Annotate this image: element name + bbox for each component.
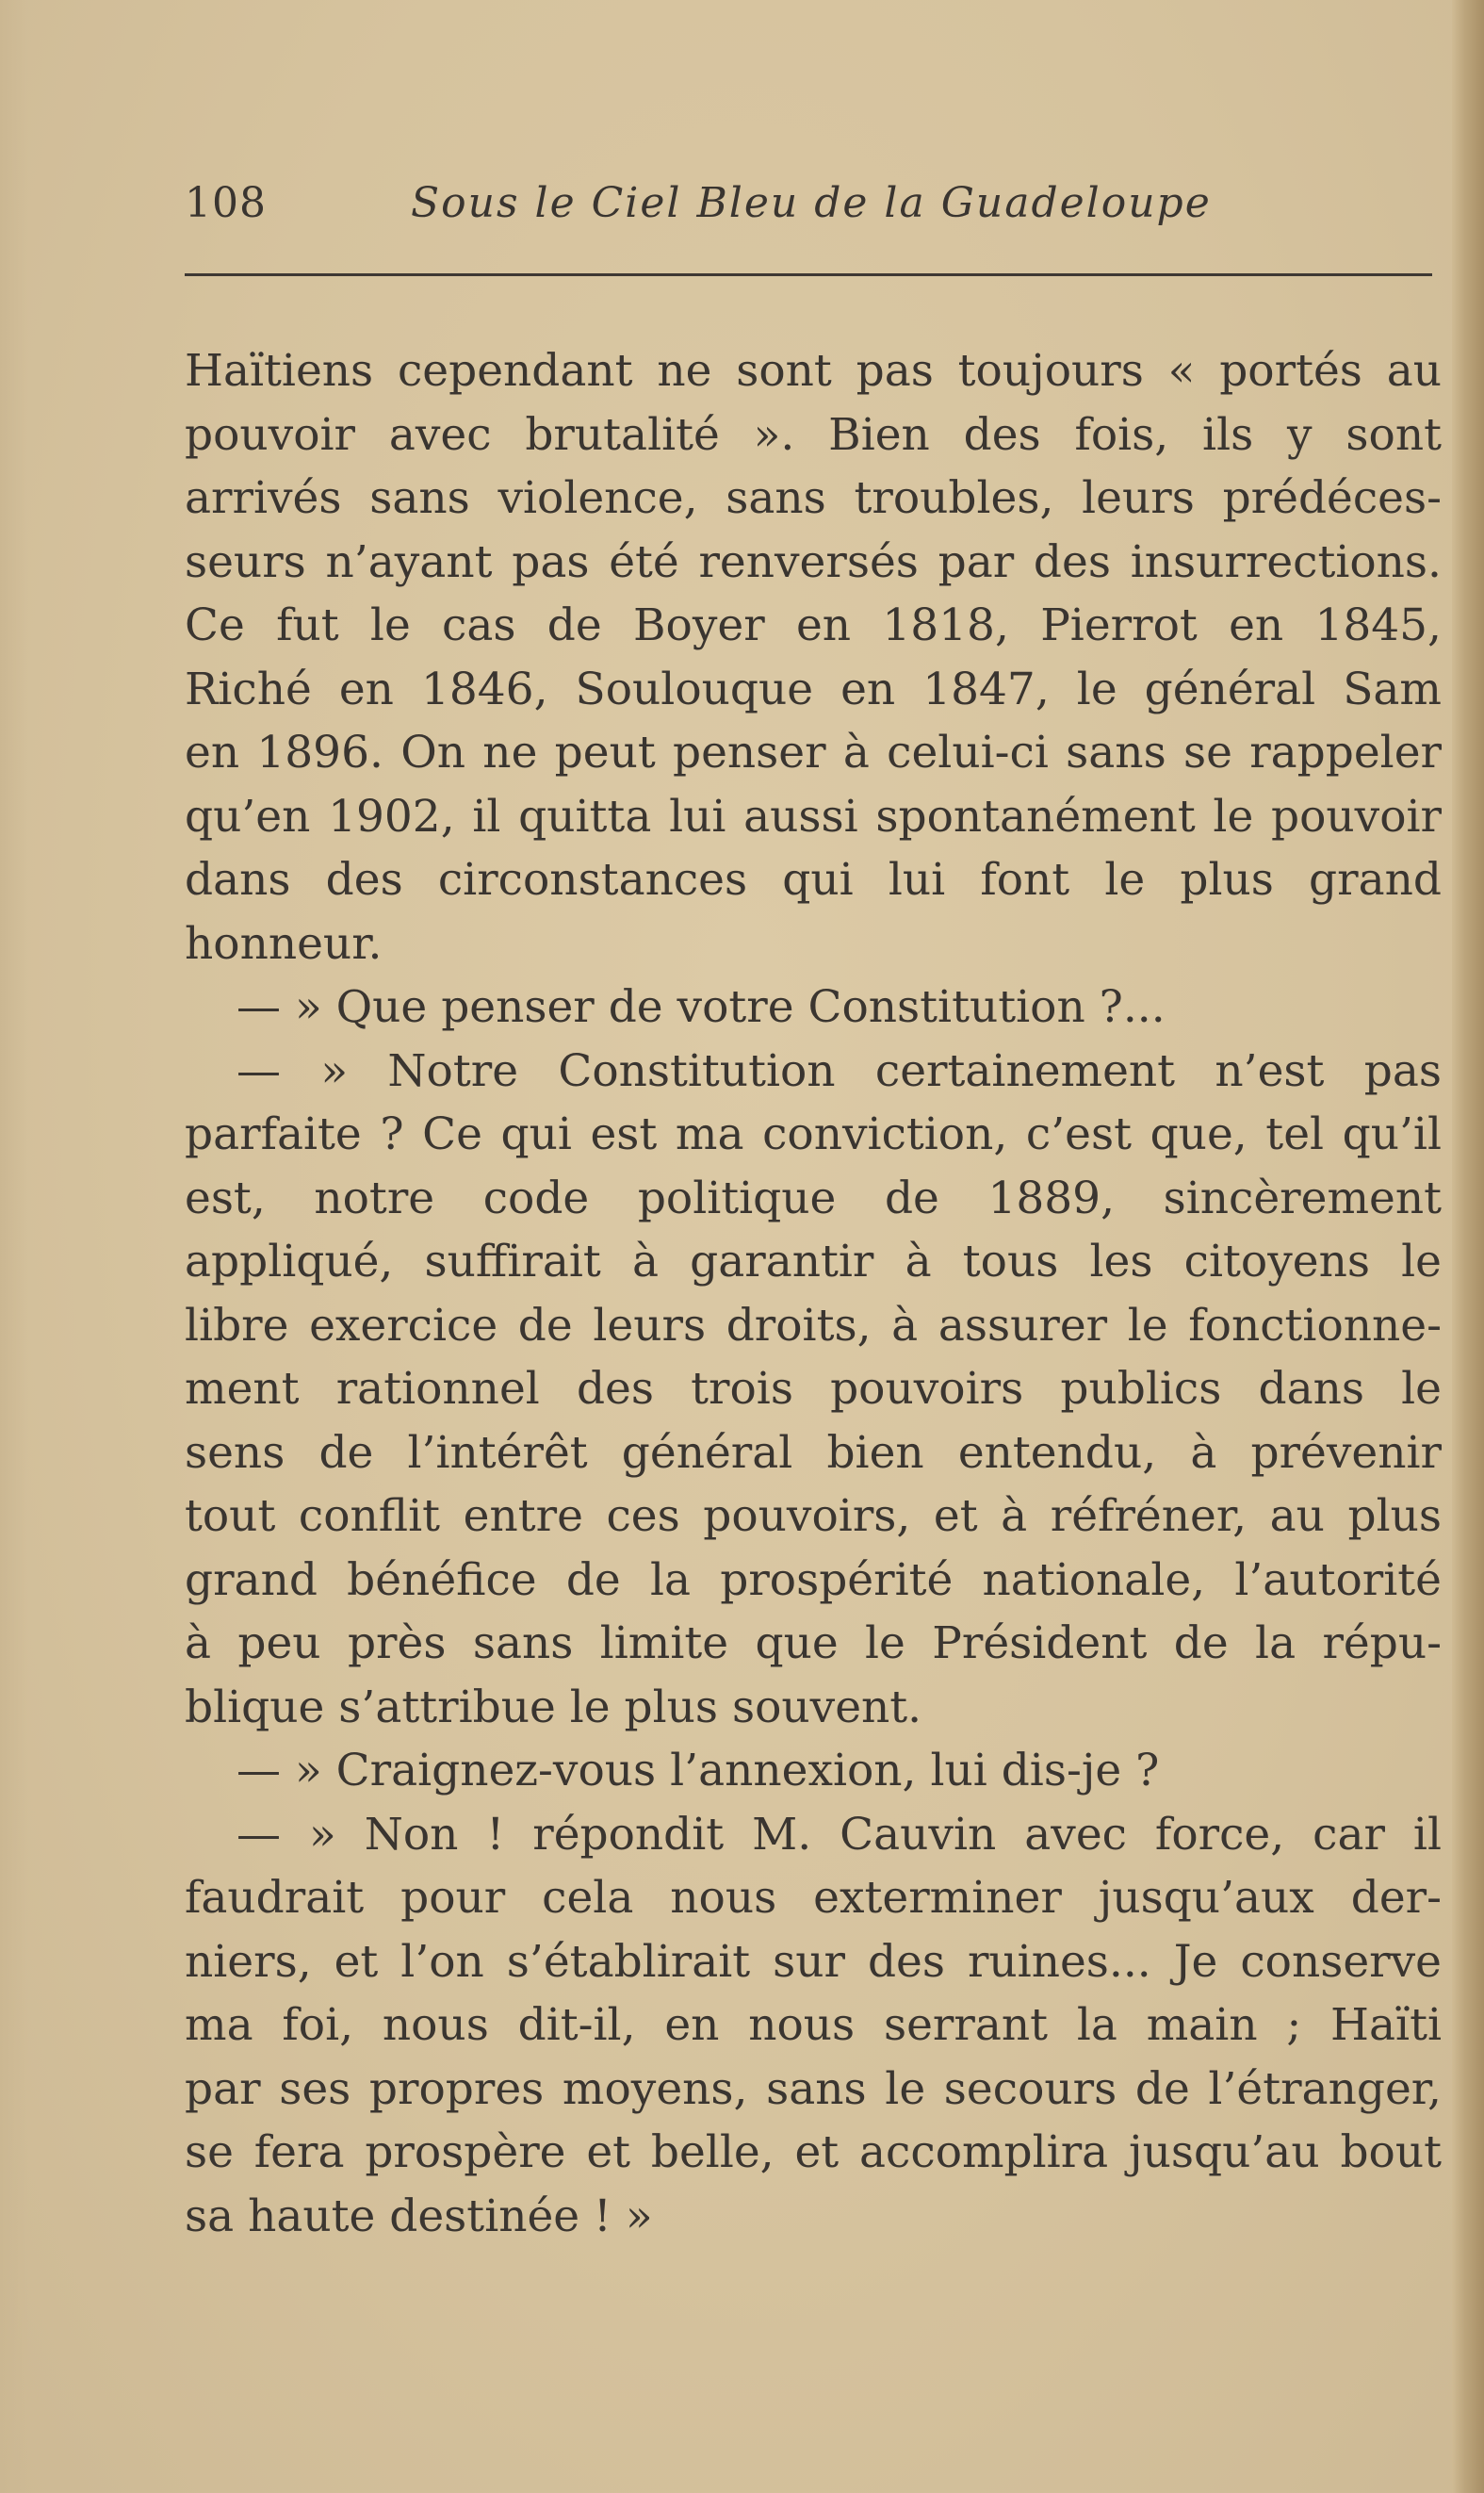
- text-line: pouvoir avec brutalité ». Bien des fois, ils y sont: [185, 408, 1442, 461]
- text-line: sa haute destinée ! »: [185, 2190, 653, 2242]
- text-line: sens de l’intérêt général bien entendu, à prévenir: [185, 1426, 1442, 1479]
- text-line: faudrait pour cela nous exterminer jusqu’aux der-: [185, 1872, 1442, 1924]
- text-line: Riché en 1846, Soulouque en 1847, le général Sam: [185, 663, 1442, 715]
- text-line: libre exercice de leurs droits, à assurer le fonctionne-: [185, 1299, 1442, 1352]
- text-line: en 1896. On ne peut penser à celui-ci sans se rappeler: [185, 727, 1442, 779]
- page-right-edge: [1452, 0, 1484, 2493]
- text-line: ment rationnel des trois pouvoirs publics dans le: [185, 1363, 1442, 1415]
- text-line: Ce fut le cas de Boyer en 1818, Pierrot en 1845,: [185, 599, 1442, 651]
- text-line: blique s’attribue le plus souvent.: [185, 1681, 922, 1733]
- page-number: 108: [185, 179, 267, 227]
- text-line: qu’en 1902, il quitta lui aussi spontanément le pouvoir: [185, 790, 1442, 843]
- text-line: dans des circonstances qui lui font le plus grand: [185, 854, 1442, 906]
- text-line: parfaite ? Ce qui est ma conviction, c’est que, tel qu’il: [185, 1108, 1442, 1160]
- text-line: arrivés sans violence, sans troubles, leurs prédéces-: [185, 472, 1442, 524]
- text-line: ma foi, nous dit-il, en nous serrant la main ; Haïti: [185, 1999, 1442, 2051]
- text-line: Haïtiens cependant ne sont pas toujours « portés au: [185, 345, 1442, 397]
- text-line: tout conflit entre ces pouvoirs, et à réfréner, au plus: [185, 1490, 1442, 1542]
- header-rule: [185, 273, 1432, 276]
- text-line: par ses propres moyens, sans le secours de l’étranger,: [185, 2062, 1442, 2115]
- page-header: [185, 179, 1438, 245]
- text-line: appliqué, suffirait à garantir à tous les citoyens le: [185, 1236, 1442, 1288]
- text-line: est, notre code politique de 1889, sincèrement: [185, 1172, 1442, 1224]
- text-line: grand bénéfice de la prospérité nationale, l’autorité: [185, 1553, 1442, 1606]
- text-line: à peu près sans limite que le Président de la répu-: [185, 1617, 1442, 1669]
- text-line: seurs n’ayant pas été renversés par des insurrections.: [185, 535, 1442, 588]
- dialogue-line: — » Non ! répondit M. Cauvin avec force, car il: [236, 1808, 1442, 1861]
- dialogue-line: — » Que penser de votre Constitution ?...: [236, 981, 1166, 1033]
- text-line: honneur.: [185, 917, 383, 970]
- text-line: se fera prospère et belle, et accomplira jusqu’au bout: [185, 2126, 1442, 2178]
- dialogue-line: — » Craignez-vous l’annexion, lui dis-je ?: [236, 1745, 1160, 1796]
- body-text: [185, 339, 1442, 2248]
- page-left-shadow: [0, 0, 28, 2493]
- dialogue-line: — » Notre Constitution certainement n’est pas: [236, 1044, 1442, 1097]
- text-line: niers, et l’on s’établirait sur des ruines... Je conserve: [185, 1935, 1442, 1988]
- running-title: Sous le Ciel Bleu de la Guadeloupe: [411, 179, 1212, 227]
